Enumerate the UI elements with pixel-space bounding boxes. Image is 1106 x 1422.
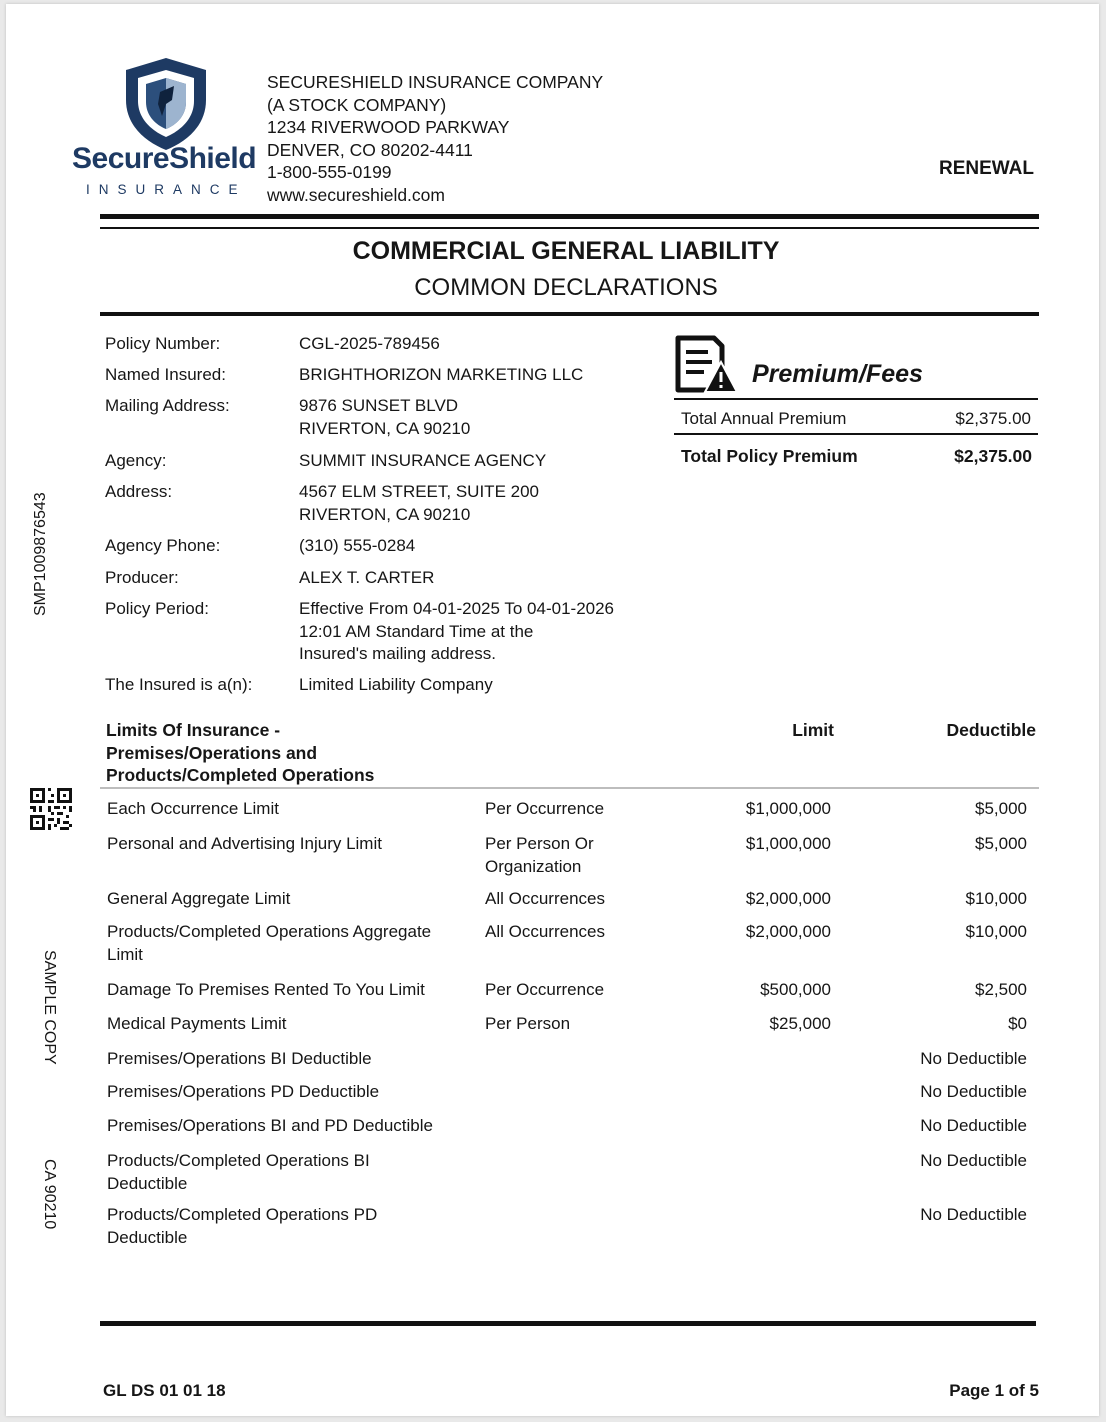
renewal-label: RENEWAL xyxy=(939,158,1034,179)
agency-address-line2: RIVERTON, CA 90210 xyxy=(299,504,471,524)
limits-row-deductible: No Deductible xyxy=(920,1082,1027,1101)
limits-row-basis xyxy=(485,1013,685,1036)
named-insured-value: BRIGHTHORIZON MARKETING LLC xyxy=(299,365,584,384)
limits-row-deductible: $5,000 xyxy=(975,799,1027,818)
limits-row-deductible: $5,000 xyxy=(975,834,1027,853)
limits-row-deductible: $2,500 xyxy=(975,980,1027,999)
deductible-column-header: Deductible xyxy=(946,720,1036,740)
limits-row-basis xyxy=(485,798,685,821)
limits-row-basis-line: Organization xyxy=(485,856,582,876)
header-rule-thick xyxy=(100,214,1039,219)
company-street: 1234 RIVERWOOD PARKWAY xyxy=(267,117,510,137)
limits-row-name xyxy=(107,1048,467,1071)
limits-row-name xyxy=(107,833,467,856)
limits-row-basis-line: Per Occurrence xyxy=(485,799,605,818)
limits-row-name-line: Deductible xyxy=(107,1173,188,1193)
policy-number-label: Policy Number: xyxy=(105,334,221,353)
side-sample-copy: SAMPLE COPY xyxy=(41,950,58,1065)
limits-header-line3: Products/Completed Operations xyxy=(106,765,375,785)
policy-period-line1: Effective From 04-01-2025 To 04-01-2026 xyxy=(299,599,615,618)
agency-label: Agency: xyxy=(105,451,167,470)
limits-row-basis xyxy=(485,979,685,1002)
limits-row-name-line: Premises/Operations PD Deductible xyxy=(107,1082,380,1101)
agency-phone-value: (310) 555-0284 xyxy=(299,536,416,555)
limits-row-name xyxy=(107,1204,467,1249)
company-city: DENVER, CO 80202-4411 xyxy=(267,139,473,160)
limits-row-name xyxy=(107,1013,467,1036)
limits-row-basis-line: Per Person xyxy=(485,1014,571,1033)
total-policy-premium-label: Total Policy Premium xyxy=(681,446,858,466)
limits-row-name-line: Products/Completed Operations BI xyxy=(107,1151,370,1170)
limits-row-name-line: Medical Payments Limit xyxy=(107,1014,287,1033)
limits-row-basis xyxy=(485,833,685,878)
limits-row-basis-line: Per Person Or xyxy=(485,834,594,853)
total-annual-premium-label: Total Annual Premium xyxy=(681,409,847,428)
policy-number-value: CGL-2025-789456 xyxy=(299,334,440,353)
document-warning-icon xyxy=(674,334,738,394)
document-title: COMMERCIAL GENERAL LIABILITY xyxy=(352,237,780,265)
limits-row-name-line: Products/Completed Operations PD xyxy=(107,1205,378,1224)
declarations-page xyxy=(6,4,1099,1416)
footer-rule xyxy=(100,1321,1036,1326)
limits-row-name-line: Personal and Advertising Injury Limit xyxy=(107,834,382,853)
limits-row-name-line: Products/Completed Operations Aggregate xyxy=(107,922,432,941)
limits-row-deductible: No Deductible xyxy=(920,1151,1027,1170)
policy-period-value xyxy=(299,598,614,666)
limits-row-name xyxy=(107,798,467,821)
limits-row-limit: $2,000,000 xyxy=(745,922,831,941)
agency-address-label: Address: xyxy=(105,482,173,501)
limit-column-header: Limit xyxy=(792,720,834,740)
shield-logo-icon xyxy=(122,56,210,152)
limits-row-name-line: Premises/Operations BI and PD Deductible xyxy=(107,1116,433,1135)
agency-value: SUMMIT INSURANCE AGENCY xyxy=(299,451,547,470)
limits-row-name xyxy=(107,921,467,966)
limits-row-limit: $25,000 xyxy=(769,1014,831,1033)
policy-period-line2: 12:01 AM Standard Time at the xyxy=(299,621,534,641)
mailing-address-label: Mailing Address: xyxy=(105,396,230,415)
page-indicator: Page 1 of 5 xyxy=(949,1381,1039,1400)
limits-row-name-line: General Aggregate Limit xyxy=(107,889,291,908)
premium-mid-rule xyxy=(674,433,1038,435)
company-type: (A STOCK COMPANY) xyxy=(267,94,447,115)
agency-phone-label: Agency Phone: xyxy=(105,536,221,555)
limits-row-name-line: Each Occurrence Limit xyxy=(107,799,279,818)
insured-type-label: The Insured is a(n): xyxy=(105,675,253,694)
total-annual-premium-amount: $2,375.00 xyxy=(955,409,1031,428)
side-policy-code: SMP1009876543 xyxy=(32,492,49,616)
limits-row-name-line: Deductible xyxy=(107,1227,188,1247)
limits-section-header xyxy=(106,719,374,787)
limits-row-limit: $1,000,000 xyxy=(745,799,831,818)
policy-period-label: Policy Period: xyxy=(105,599,209,618)
logo-wordmark: SecureShield xyxy=(72,142,257,175)
form-number: GL DS 01 01 18 xyxy=(103,1381,226,1400)
limits-row-deductible: No Deductible xyxy=(920,1049,1027,1068)
insured-type-value: Limited Liability Company xyxy=(299,675,493,694)
agency-address-line1: 4567 ELM STREET, SUITE 200 xyxy=(299,482,539,501)
limits-row-basis-line: Per Occurrence xyxy=(485,980,605,999)
limits-header-rule xyxy=(100,787,1039,789)
mailing-address-line1: 9876 SUNSET BLVD xyxy=(299,396,459,415)
named-insured-label: Named Insured: xyxy=(105,365,226,384)
limits-row-deductible: No Deductible xyxy=(920,1116,1027,1135)
limits-row-limit: $500,000 xyxy=(760,980,831,999)
agency-address-value xyxy=(299,481,539,526)
limits-row-name-line: Premises/Operations BI Deductible xyxy=(107,1049,372,1068)
limits-row-limit: $1,000,000 xyxy=(745,834,831,853)
company-name: SECURESHIELD INSURANCE COMPANY xyxy=(267,72,604,92)
total-policy-premium-amount: $2,375.00 xyxy=(954,446,1032,466)
logo-subtitle: INSURANCE xyxy=(86,182,247,197)
company-phone: 1-800-555-0199 xyxy=(267,162,392,182)
title-rule xyxy=(100,312,1039,316)
document-subtitle: COMMON DECLARATIONS xyxy=(414,274,718,301)
limits-row-name-line: Limit xyxy=(107,944,143,964)
premium-fees-title: Premium/Fees xyxy=(752,360,923,388)
qr-code-icon xyxy=(30,788,72,830)
limits-row-name xyxy=(107,979,467,1002)
limits-row-deductible: $10,000 xyxy=(965,889,1027,908)
company-address-block xyxy=(267,71,603,206)
side-zip-code: CA 90210 xyxy=(41,1159,58,1230)
limits-row-limit: $2,000,000 xyxy=(745,889,831,908)
limits-row-deductible: $10,000 xyxy=(965,922,1027,941)
producer-value: ALEX T. CARTER xyxy=(299,568,435,587)
policy-period-line3: Insured's mailing address. xyxy=(299,644,496,663)
limits-row-name xyxy=(107,888,467,911)
limits-row-name xyxy=(107,1150,467,1195)
limits-row-deductible: No Deductible xyxy=(920,1205,1027,1224)
company-website: www.secureshield.com xyxy=(267,184,445,205)
limits-row-basis-line: All Occurrences xyxy=(485,922,605,941)
limits-row-deductible: $0 xyxy=(1008,1014,1027,1033)
header-rule-thin xyxy=(100,227,1039,229)
limits-row-name xyxy=(107,1081,467,1104)
limits-row-basis-line: All Occurrences xyxy=(485,889,605,908)
limits-header-line2: Premises/Operations and xyxy=(106,742,318,763)
mailing-address-line2: RIVERTON, CA 90210 xyxy=(299,418,471,438)
limits-header-line1: Limits Of Insurance - xyxy=(106,720,281,740)
limits-row-basis xyxy=(485,888,685,911)
limits-row-name xyxy=(107,1115,467,1138)
limits-row-basis xyxy=(485,921,685,944)
mailing-address-value xyxy=(299,395,470,440)
limits-row-name-line: Damage To Premises Rented To You Limit xyxy=(107,980,425,999)
producer-label: Producer: xyxy=(105,568,179,587)
premium-top-rule xyxy=(674,398,1038,400)
